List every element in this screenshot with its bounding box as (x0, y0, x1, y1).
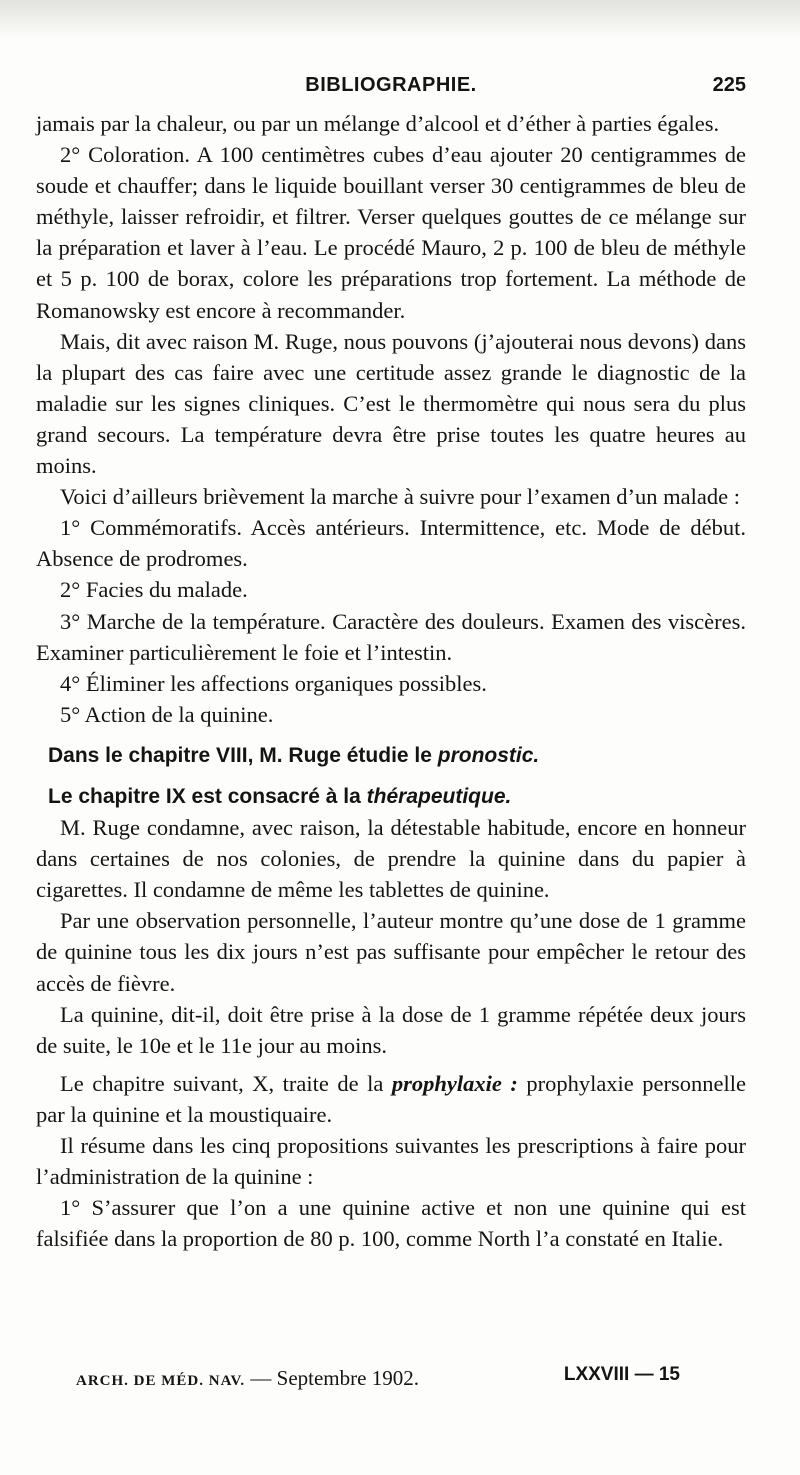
paragraph-ruge-diagnostic: Mais, dit avec raison M. Ruge, nous pouvons (j’ajouterai nous devons) dans la plupart des cas faire avec une certitude assez grande le diagnostic de la maladie sur les signes cliniques. C’est le thermomètre qui nous sera du plus grand secours. La température devra être prise toutes les quatre heures au moins. (36, 328, 746, 479)
chapter-viii-emphasis: pronostic. (437, 743, 540, 767)
publication-date: — Septembre 1902. (245, 1366, 419, 1390)
chapter-viii-text: Dans le chapitre VIII, M. Ruge étudie le (48, 743, 438, 767)
prophylaxie-emphasis: prophylaxie : (391, 1070, 518, 1096)
list-item-1: 1° Commémoratifs. Accès antérieurs. Intermittence, etc. Mode de début. Absence de prodromes. (36, 515, 746, 572)
paragraph-1: jamais par la chaleur, ou par un mélange d’alcool et d’éther à parties égales. (36, 111, 720, 136)
paragraph-propositions: Il résume dans les cinq propositions suivantes les prescriptions à faire pour l’administration de la quinine : (36, 1133, 746, 1190)
chapter-ix-text: Le chapitre IX est consacré à la (48, 784, 367, 808)
scan-edge-shadow (0, 0, 800, 40)
page-footer (76, 1362, 680, 1396)
chapter-viii-heading (36, 740, 746, 771)
paragraph-examen-intro: Voici d’ailleurs brièvement la marche à suivre pour l’examen d’un malade : (60, 484, 740, 510)
paragraph-dose: La quinine, dit-il, doit être prise à la dose de 1 gramme répétée deux jours de suite, le 10e et le 11e jour au moins. (36, 1001, 746, 1058)
list-item-4: 4° Éliminer les affections organiques possibles. (60, 670, 487, 696)
journal-abbreviation: ARCH. DE MÉD. NAV. (76, 1373, 246, 1389)
chapter-ix-heading (36, 781, 746, 812)
page-header (36, 70, 746, 104)
page-number: 225 (712, 74, 746, 96)
paragraph-observation: Par une observation personnelle, l’auteur montre qu’une dose de 1 gramme de quinine tous les dix jours n’est pas suffisante pour empêcher le retour des accès de fièvre. (36, 908, 746, 996)
paragraph-coloration: 2° Coloration. A 100 centimètres cubes d’eau ajouter 20 centigrammes de soude et chauffer; dans le liquide bouillant verser 30 centigrammes de bleu de méthyle, laisser refroidir, et filtrer. Verser quelques gouttes de ce mélange sur la préparation et laver à l’eau. Le procédé Mauro, 2 p. 100 de bleu de méthyle et 5 p. 100 de borax, colore les préparations trop fortement. La méthode de Romanowsky est encore à recommander. (36, 142, 746, 323)
running-title: BIBLIOGRAPHIE. (305, 74, 477, 96)
footer-journal (76, 1366, 419, 1391)
signature-mark: LXXVIII — 15 (563, 1364, 680, 1385)
paragraph-prophylaxie (36, 1068, 746, 1130)
body-text (36, 108, 746, 1254)
chapter-ix-emphasis: thérapeutique. (366, 784, 512, 808)
list-item-2: 2° Facies du malade. (60, 577, 248, 603)
list-item-5: 5° Action de la quinine. (60, 701, 274, 727)
list-item-3: 3° Marche de la température. Caractère des douleurs. Examen des viscères. Examiner particulièrement le foie et l’intestin. (36, 608, 746, 665)
prophylaxie-text-before: Le chapitre suivant, X, traite de la (60, 1070, 392, 1096)
paragraph-condamne: M. Ruge condamne, avec raison, la détestable habitude, encore en honneur dans certaines de nos colonies, de prendre la quinine dans du papier à cigarettes. Il condamne de même les tablettes de quinine. (36, 815, 746, 903)
proposition-1: 1° S’assurer que l’on a une quinine active et non une quinine qui est falsifiée dans la proportion de 80 p. 100, comme North l’a constaté en Italie. (36, 1195, 746, 1252)
prophylaxie-text-after: prophylaxie personnelle par la quinine et la moustiquaire. (36, 1070, 746, 1127)
